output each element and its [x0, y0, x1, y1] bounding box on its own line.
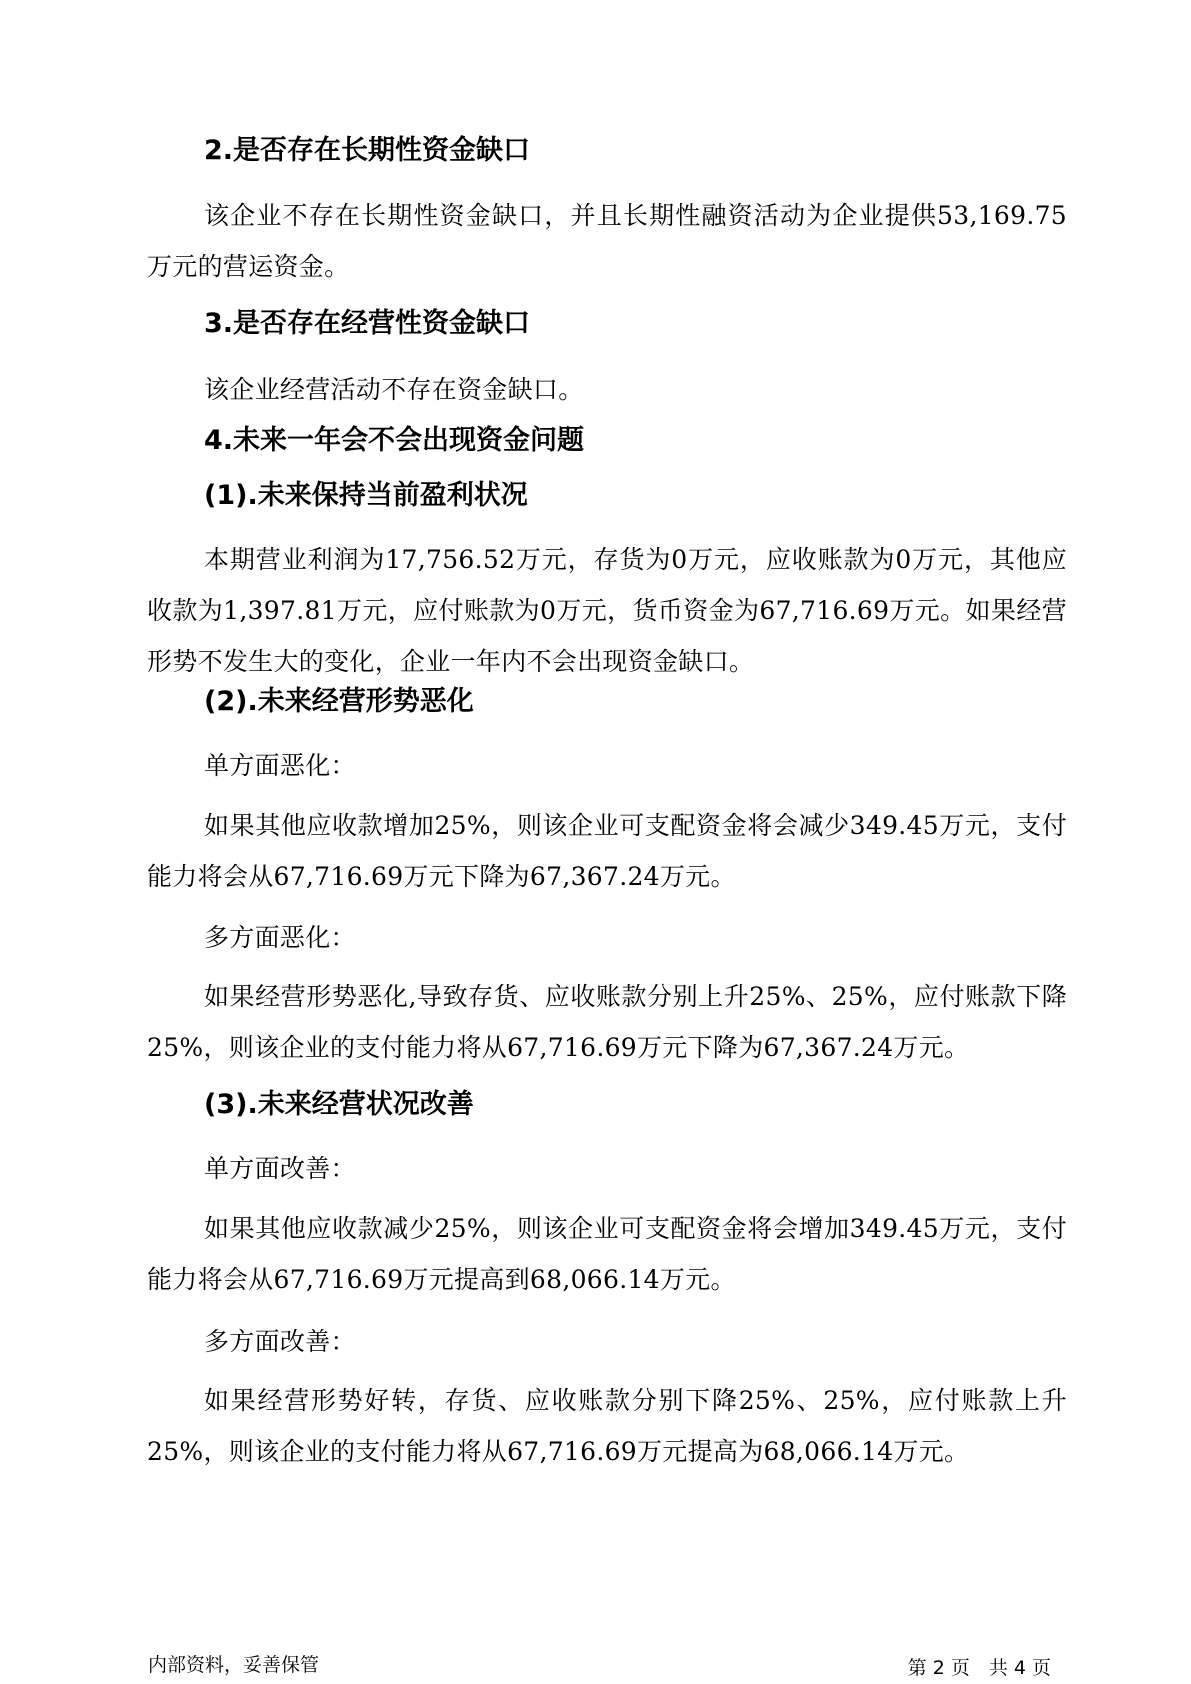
paragraph-single-improvement: 如果其他应收款减少25%，则该企业可支配资金将会增加349.45万元，支付能力将会从67,716.69万元提高到68,066.14万元。 — [147, 1214, 1067, 1294]
paragraph-multi-improvement: 如果经营形势好转，存货、应收账款分别下降25%、25%，应付账款上升25%，则该企业的支付能力将从67,716.69万元提高为68,066.14万元。 — [147, 1386, 1067, 1466]
heading-long-term-gap: 2.是否存在长期性资金缺口 — [204, 135, 531, 166]
paragraph-operating-gap: 该企业经营活动不存在资金缺口。 — [204, 375, 584, 404]
paragraph-single-worsening: 如果其他应收款增加25%，则该企业可支配资金将会减少349.45万元，支付能力将会从67,716.69万元下降为67,367.24万元。 — [147, 811, 1067, 891]
footer-page-number: 第 2 页 共 4 页 — [907, 1657, 1051, 1679]
label-multi-improvement: 多方面改善： — [204, 1327, 356, 1356]
label-multi-worsening: 多方面恶化： — [204, 923, 356, 952]
heading-operating-gap: 3.是否存在经营性资金缺口 — [204, 308, 531, 339]
heading-current-profit: (1).未来保持当前盈利状况 — [204, 480, 528, 511]
label-single-improvement: 单方面改善： — [204, 1154, 356, 1183]
heading-worsening: (2).未来经营形势恶化 — [204, 686, 474, 717]
label-single-worsening: 单方面恶化： — [204, 751, 356, 780]
paragraph-multi-worsening: 如果经营形势恶化,导致存货、应收账款分别上升25%、25%，应付账款下降25%，则该企业的支付能力将从67,716.69万元下降为67,367.24万元。 — [147, 982, 1067, 1062]
paragraph-current-profit: 本期营业利润为17,756.52万元，存货为0万元，应收账款为0万元，其他应收款为1,397.81万元，应付账款为0万元，货币资金为67,716.69万元。如果经营形势不发生大的变化，企业一年内不会出现资金缺口。 — [147, 545, 1067, 676]
paragraph-long-term-gap: 该企业不存在长期性资金缺口，并且长期性融资活动为企业提供53,169.75万元的营运资金。 — [147, 201, 1067, 281]
heading-improvement: (3).未来经营状况改善 — [204, 1089, 474, 1120]
footer-confidential-note: 内部资料，妥善保管 — [148, 1654, 320, 1676]
heading-next-year: 4.未来一年会不会出现资金问题 — [204, 425, 585, 456]
